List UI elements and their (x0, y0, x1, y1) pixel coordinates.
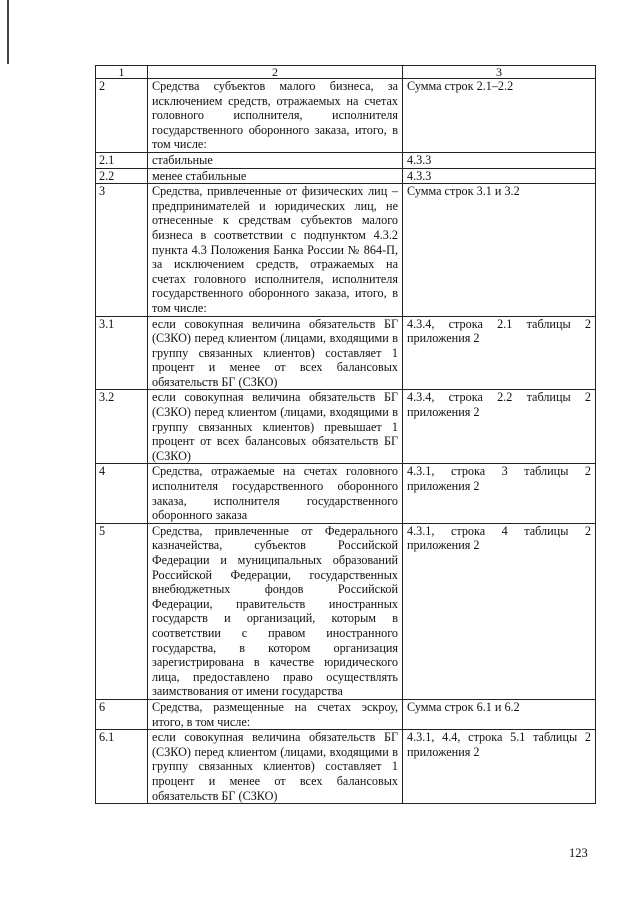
row-number: 6 (96, 699, 148, 729)
row-number: 4 (96, 464, 148, 523)
row-source: 4.3.3 (403, 168, 596, 184)
row-source: Сумма строк 2.1–2.2 (403, 79, 596, 153)
table-row (96, 390, 596, 464)
row-source: 4.3.3 (403, 152, 596, 168)
header-row (96, 66, 596, 79)
table-row (96, 730, 596, 804)
row-description: Средства, привлеченные от Федерального казначейства, субъектов Российской Федерации и муниципальных образований Российской Федерации, государственных внебюджетных фондов Российской Федерации, правительств иностранных государств и организаций, которым в соответствии с правом иностранного государства, в котором организация зарегистрирована в качестве юридического лица, предоставлено право осуществлять заимствования от имени государства (148, 523, 403, 699)
row-description: Средства, размещенные на счетах эскроу, итого, в том числе: (148, 699, 403, 729)
table-row (96, 523, 596, 699)
row-source: Сумма строк 3.1 и 3.2 (403, 184, 596, 316)
row-number: 2.1 (96, 152, 148, 168)
row-number: 2 (96, 79, 148, 153)
row-source: 4.3.1, 4.4, строка 5.1 таблицы 2 приложения 2 (403, 730, 596, 804)
row-description: если совокупная величина обязательств БГ (СЗКО) перед клиентом (лицами, входящими в группу связанных клиентов) составляет 1 процент и менее от всех балансовых обязательств БГ (СЗКО) (148, 316, 403, 390)
row-description: Средства субъектов малого бизнеса, за исключением средств, отражаемых на счетах головного исполнителя, исполнителя государственного оборонного заказа, итого, в том числе: (148, 79, 403, 153)
page-number: 123 (569, 846, 588, 860)
row-number: 2.2 (96, 168, 148, 184)
table-row (96, 152, 596, 168)
liquidity-table (95, 65, 596, 804)
row-source: 4.3.4, строка 2.1 таблицы 2 приложения 2 (403, 316, 596, 390)
table-row (96, 184, 596, 316)
header-col-2: 2 (148, 66, 403, 79)
row-description: стабильные (148, 152, 403, 168)
row-number: 6.1 (96, 730, 148, 804)
table-row (96, 168, 596, 184)
row-description: менее стабильные (148, 168, 403, 184)
header-col-1: 1 (96, 66, 148, 79)
row-number: 3.1 (96, 316, 148, 390)
header-col-3: 3 (403, 66, 596, 79)
row-source: 4.3.1, строка 3 таблицы 2 приложения 2 (403, 464, 596, 523)
row-source: Сумма строк 6.1 и 6.2 (403, 699, 596, 729)
row-description: если совокупная величина обязательств БГ (СЗКО) перед клиентом (лицами, входящими в группу связанных клиентов) превышает 1 процент от всех балансовых обязательств БГ (СЗКО) (148, 390, 403, 464)
table-row (96, 464, 596, 523)
row-description: Средства, привлеченные от физических лиц – предпринимателей и юридических лиц, не отнесенные к средствам субъектов малого бизнеса в соответствии с подпунктом 4.3.2 пункта 4.3 Положения Банка России № 864-П, за исключением средств, отражаемых на счетах головного исполнителя, исполнителя государственного оборонного заказа, итого, в том числе: (148, 184, 403, 316)
table-row (96, 79, 596, 153)
table-row (96, 699, 596, 729)
row-description: Средства, отражаемые на счетах головного исполнителя государственного оборонного заказа, исполнителя государственного оборонного заказа (148, 464, 403, 523)
row-source: 4.3.4, строка 2.2 таблицы 2 приложения 2 (403, 390, 596, 464)
table-row (96, 316, 596, 390)
binding-mark (7, 0, 9, 64)
row-number: 5 (96, 523, 148, 699)
row-description: если совокупная величина обязательств БГ (СЗКО) перед клиентом (лицами, входящими в группу связанных клиентов) составляет 1 процент и менее от всех балансовых обязательств БГ (СЗКО) (148, 730, 403, 804)
row-number: 3.2 (96, 390, 148, 464)
row-number: 3 (96, 184, 148, 316)
row-source: 4.3.1, строка 4 таблицы 2 приложения 2 (403, 523, 596, 699)
